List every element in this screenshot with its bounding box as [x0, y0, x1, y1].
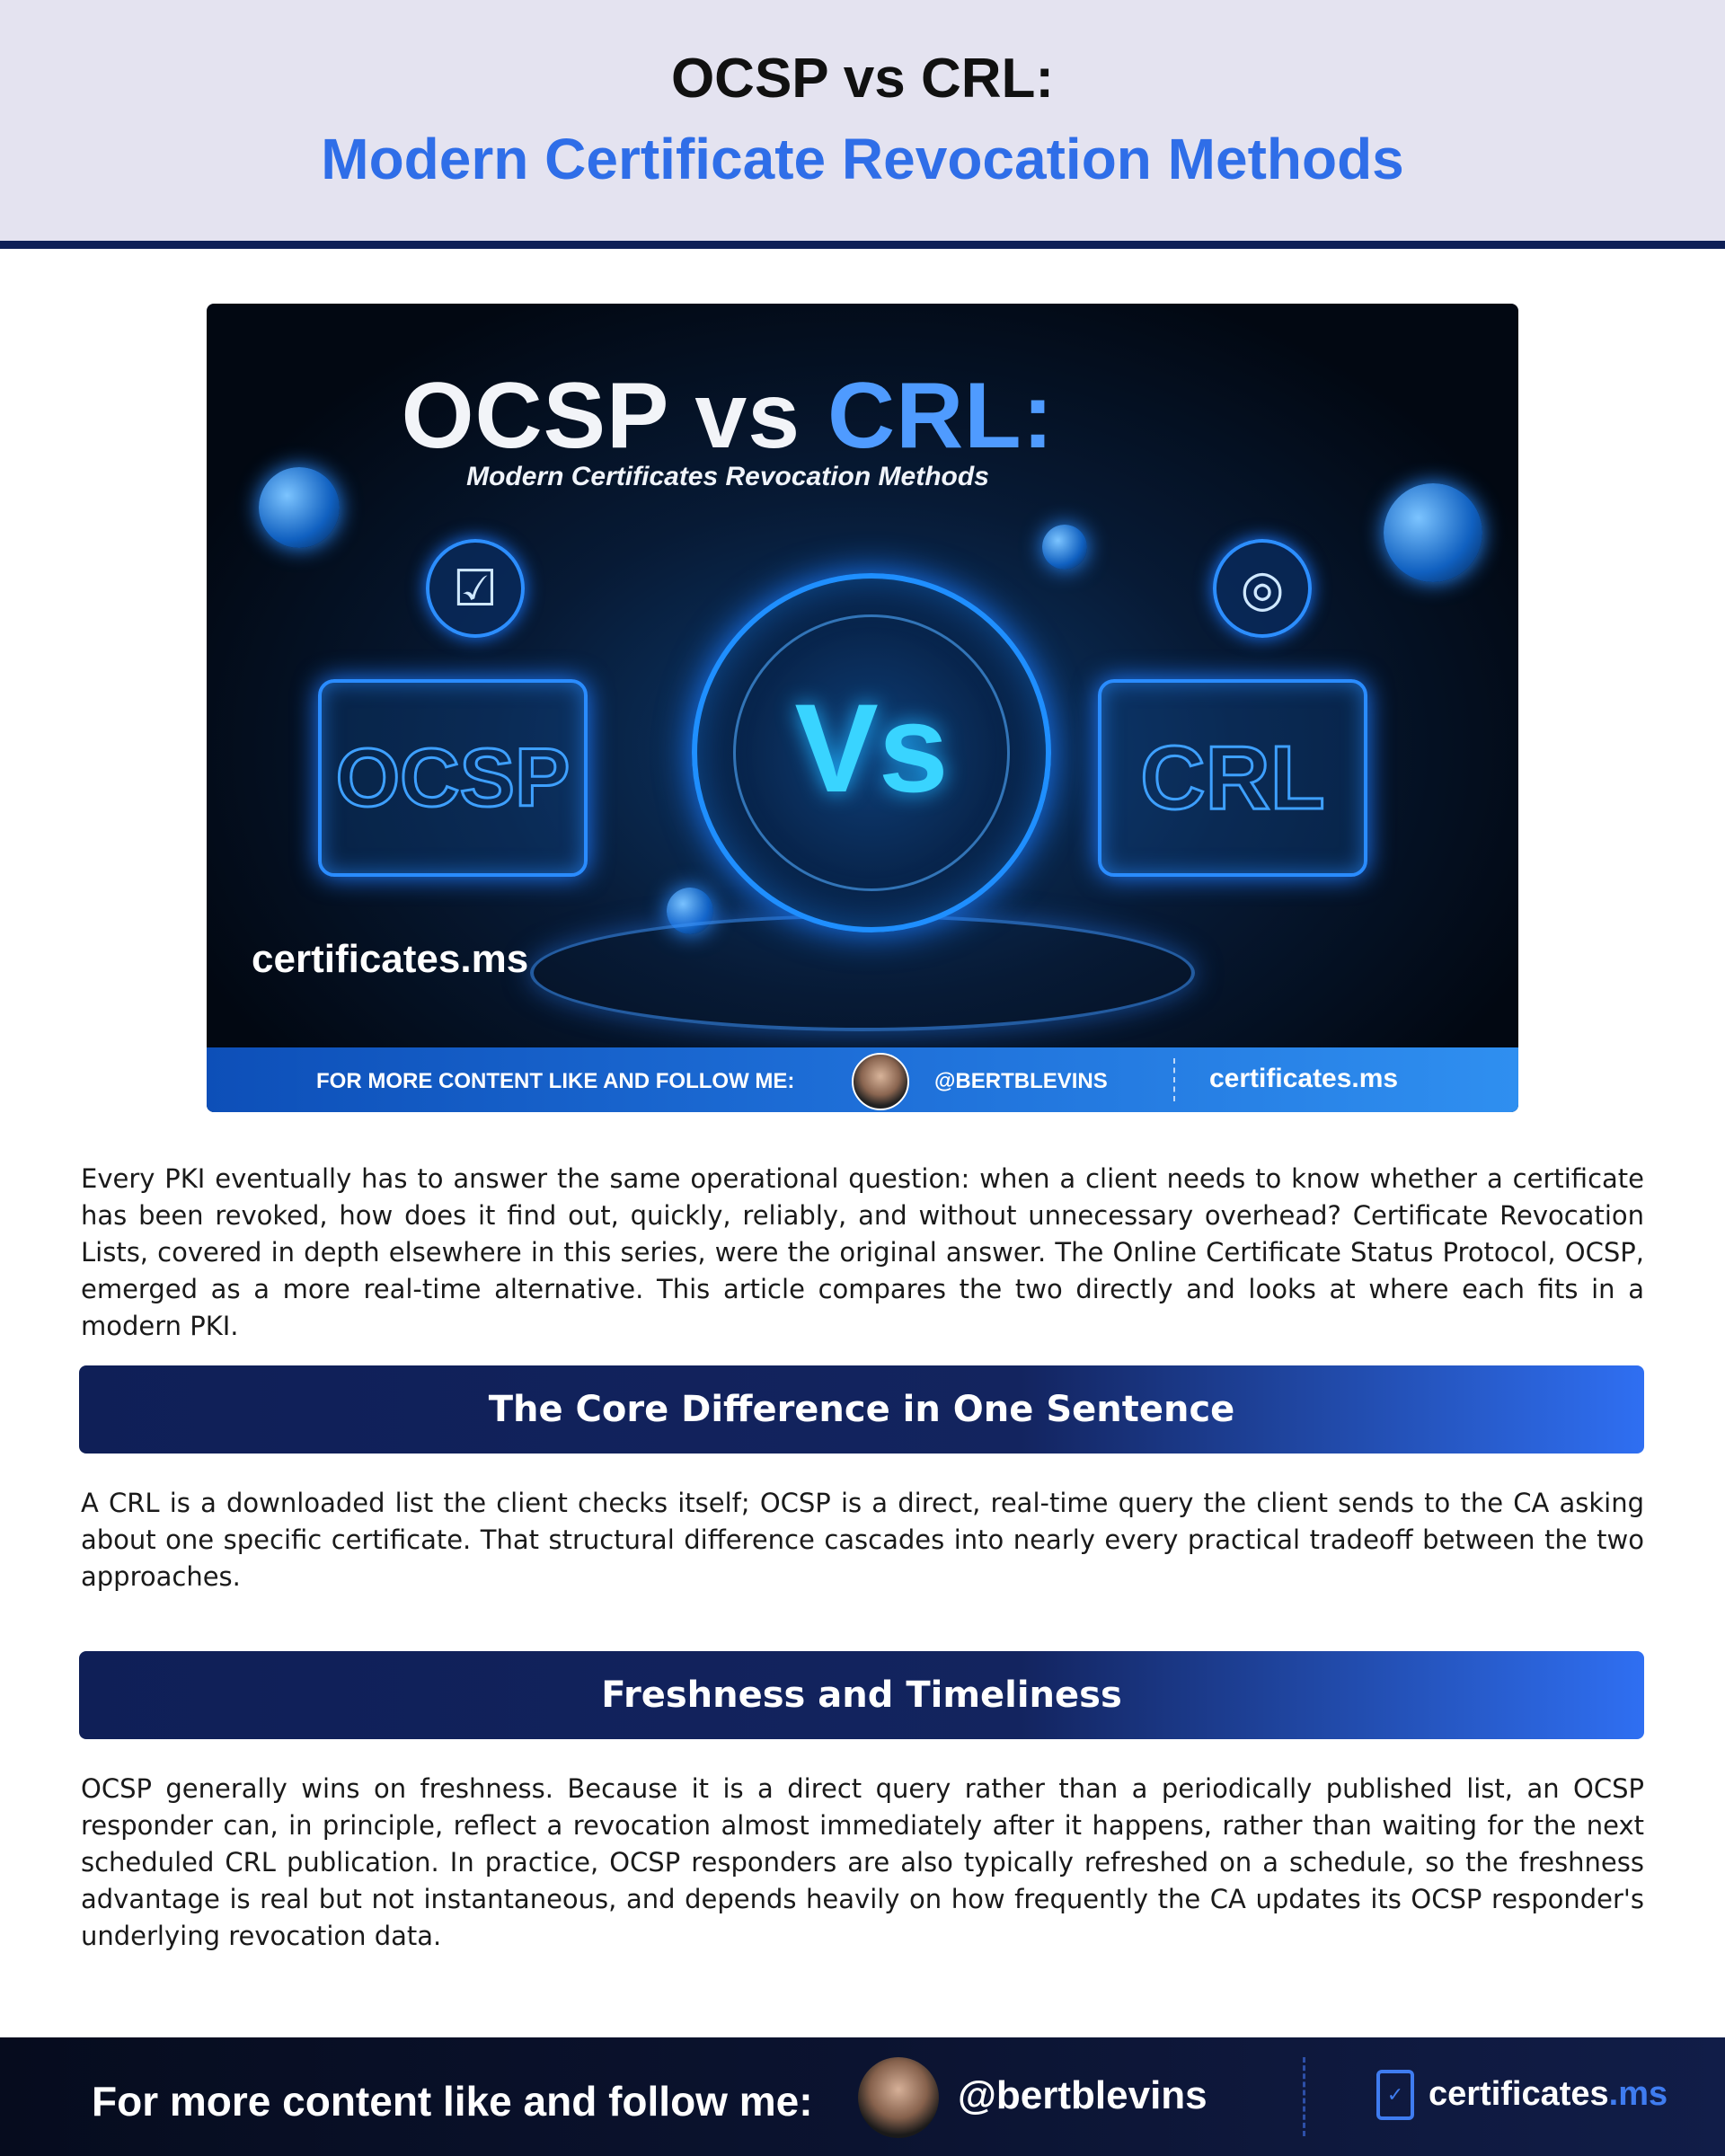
footer-site-main: certificates — [1429, 2075, 1609, 2113]
intro-paragraph: Every PKI eventually has to answer the same operational question: when a client needs to know whether a certificate has been revoked, how does it find out, quickly, reliably, and without unnecessary overhead? Certificate Revocation Lists, covered in depth elsewhere in this series, were the original answer. The Online Certificate Status Protocol, OCSP, emerged as a more real-time alternative. This article compares the two directly and looks at where each fits in a modern PKI. — [81, 1163, 1644, 1341]
ocsp-box: OCSP — [318, 679, 588, 877]
page-title: OCSP vs CRL: — [670, 48, 1055, 110]
hero-follow-bar — [207, 1047, 1518, 1112]
avatar[interactable] — [858, 2057, 939, 2138]
hero-bar-site: certificates.ms — [1209, 1064, 1399, 1093]
certificate-logo-icon: ✓ — [1376, 2070, 1414, 2120]
page-header — [0, 0, 1725, 241]
hero-title-part2: CRL: — [827, 364, 1055, 468]
vs-label: Vs — [794, 677, 949, 818]
section-heading: The Core Difference in One Sentence — [79, 1365, 1644, 1454]
vs-ring — [692, 573, 1051, 932]
hero-subtitle: Modern Certificates Revocation Methods — [466, 462, 989, 491]
hero-title — [207, 363, 1249, 470]
check-document-icon: ☑ — [426, 539, 525, 638]
crl-box: CRL — [1098, 679, 1367, 877]
hero-bar-handle: @BERTBLEVINS — [934, 1069, 1108, 1093]
divider — [1303, 2057, 1305, 2136]
section-paragraph: A CRL is a downloaded list the client checks itself; OCSP is a direct, real-time query the client sends to the CA asking about one specific certificate. That structural difference cascades into nearly every practical tradeoff between the two approaches. — [81, 1488, 1644, 1592]
page-subtitle: Modern Certificate Revocation Methods — [321, 127, 1404, 191]
hero-bar-cta: FOR MORE CONTENT LIKE AND FOLLOW ME: — [316, 1069, 795, 1093]
divider — [1173, 1058, 1175, 1101]
footer-handle-link[interactable]: @bertblevins — [958, 2073, 1208, 2117]
hero-title-part1: OCSP vs — [401, 364, 827, 468]
header-divider — [0, 241, 1725, 249]
section-heading: Freshness and Timeliness — [79, 1651, 1644, 1739]
target-icon: ◎ — [1213, 539, 1312, 638]
glow-orb — [1384, 483, 1482, 582]
section-paragraph: OCSP generally wins on freshness. Because it is a direct query rather than a periodically published list, an OCSP responder can, in principle, reflect a revocation almost immediately after it happens, rather than waiting for the next scheduled CRL publication. In practice, OCSP responders are also typically refreshed on a schedule, so the freshness advantage is real but not instantaneous, and depends heavily on how frequently the CA updates its OCSP responder's underlying revocation data. — [81, 1773, 1644, 1951]
hero-banner — [207, 304, 1518, 1112]
page-footer — [0, 2037, 1725, 2156]
avatar — [852, 1053, 909, 1110]
footer-cta: For more content like and follow me: — [92, 2078, 813, 2125]
hero-logo: certificates.ms — [252, 937, 529, 981]
footer-site-accent: .ms — [1608, 2075, 1668, 2113]
footer-site-link[interactable] — [1429, 2075, 1668, 2114]
glow-orb — [1042, 525, 1087, 570]
